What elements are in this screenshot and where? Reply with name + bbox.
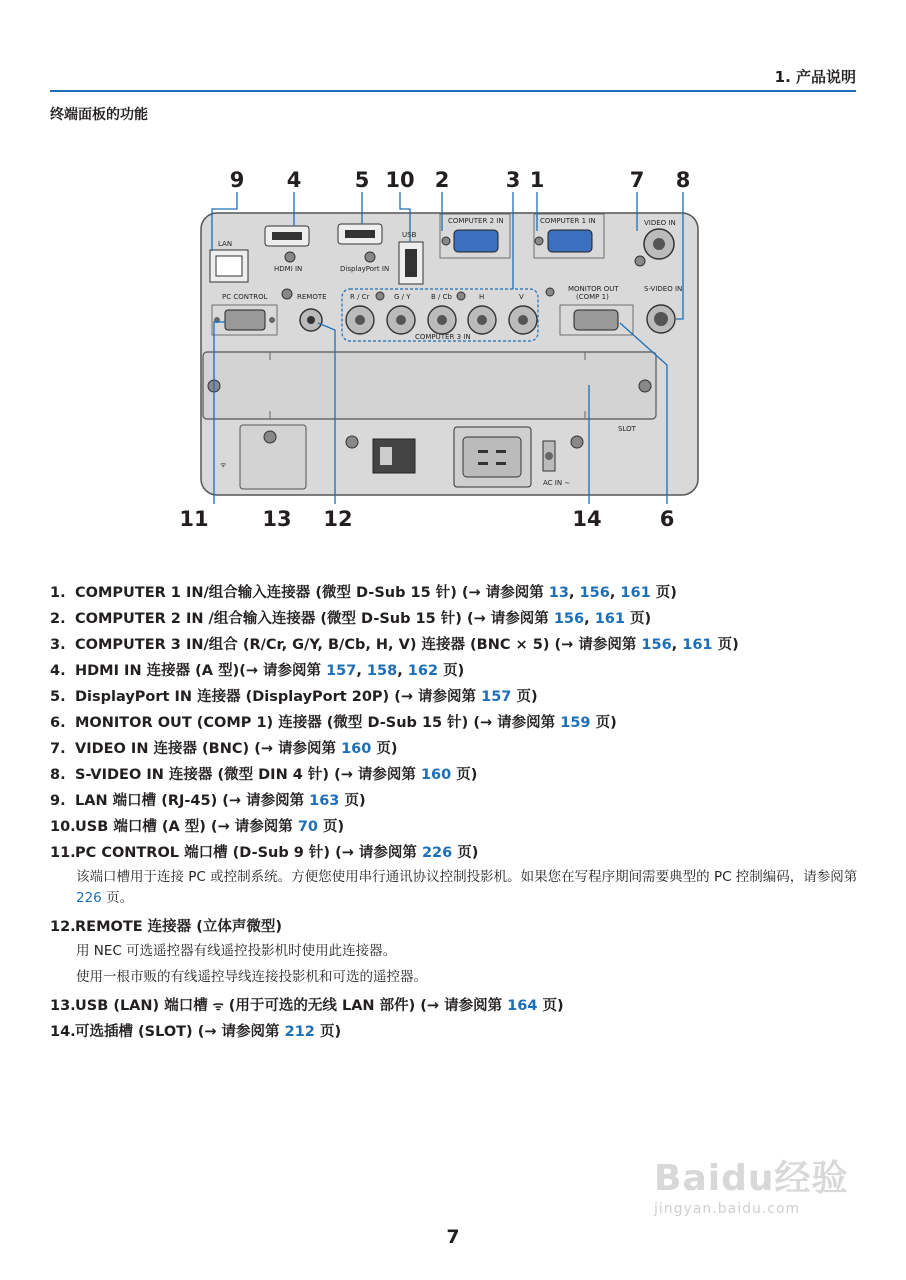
hdmi-label: HDMI IN <box>274 265 303 273</box>
v-label: V <box>519 293 524 301</box>
acin-label: AC IN ∼ <box>543 479 571 487</box>
list-item-1: 1. COMPUTER 1 IN/组合输入连接器 (微型 D-Sub 15 针) (→ 请参阅第 13, 156, 161 页) <box>50 585 677 601</box>
callout-13: 13 <box>262 507 292 531</box>
lan-label: LAN <box>218 240 233 248</box>
usb-label: USB <box>402 231 417 239</box>
wireless-icon: ᯤ <box>212 999 224 1013</box>
chapter-title: 1. 产品说明 <box>774 68 856 86</box>
callout-3: 3 <box>505 168 521 192</box>
callout-2: 2 <box>434 168 450 192</box>
wireless-icon: ᯤ <box>220 461 227 469</box>
item-11-description: 该端口槽用于连接 PC 或控制系统。方便您使用串行通讯协议控制投影机。如果您在写程序期间需要典型的 PC 控制编码，请参阅第 226 页。 <box>76 869 858 906</box>
page-link[interactable]: 156 <box>579 585 610 601</box>
header-rule <box>50 90 856 92</box>
list-item-2: 2. COMPUTER 2 IN /组合输入连接器 (微型 D-Sub 15 针) (→ 请参阅第 156, 161 页) <box>50 611 652 627</box>
page-link[interactable]: 164 <box>507 998 538 1014</box>
page-link[interactable]: 161 <box>682 637 713 653</box>
terminal-panel-figure <box>50 165 856 545</box>
list-item-5: 5. DisplayPort IN 连接器 (DisplayPort 20P) (→ 请参阅第 157 页) <box>50 689 538 705</box>
page-number: 7 <box>446 1226 460 1248</box>
video-label: VIDEO IN <box>644 219 676 227</box>
page-link[interactable]: 160 <box>420 767 452 783</box>
callout-9: 9 <box>229 168 245 192</box>
comp2-label: COMPUTER 2 IN <box>448 217 504 225</box>
comp3-label: COMPUTER 3 IN <box>415 333 471 341</box>
callout-14: 14 <box>572 507 602 531</box>
comp1-label: COMPUTER 1 IN <box>540 217 596 225</box>
callout-7: 7 <box>629 168 645 192</box>
list-item-10: 10.USB 端口槽 (A 型) (→ 请参阅第 70 页) <box>50 819 345 835</box>
monitor-label-1: MONITOR OUT <box>568 285 619 293</box>
page-link[interactable]: 162 <box>407 663 439 679</box>
list-item-6: 6. MONITOR OUT (COMP 1) 连接器 (微型 D-Sub 15 针) (→ 请参阅第 159 页) <box>50 715 617 731</box>
list-item-14: 14.可选插槽 (SLOT) (→ 请参阅第 212 页) <box>50 1024 342 1040</box>
watermark-url: jingyan.baidu.com <box>654 1201 801 1217</box>
item-12-description: 用 NEC 可选遥控器有线遥控投影机时使用此连接器。 使用一根市贩的有线遥控导线连接投影机和可选的遥控器。 <box>76 943 427 985</box>
callout-11: 11 <box>179 507 209 531</box>
displayport-label: DisplayPort IN <box>340 265 390 273</box>
connector-list <box>50 580 860 1045</box>
callout-4: 4 <box>286 168 302 192</box>
callout-10: 10 <box>385 168 415 192</box>
page-link[interactable]: 226 <box>76 890 102 906</box>
page-link[interactable]: 212 <box>284 1024 315 1040</box>
page-link[interactable]: 156 <box>641 637 672 653</box>
page-link[interactable]: 13 <box>548 585 569 601</box>
page-link[interactable]: 156 <box>553 611 585 627</box>
callout-5: 5 <box>354 168 370 192</box>
callout-12: 12 <box>323 507 353 531</box>
list-item-8: 8. S-VIDEO IN 连接器 (微型 DIN 4 针) (→ 请参阅第 160 页) <box>50 767 478 783</box>
callout-1: 1 <box>529 168 545 192</box>
bcb-label: B / Cb <box>431 293 452 301</box>
watermark-brand: Baidu经验 <box>654 1158 849 1199</box>
page-link[interactable]: 159 <box>560 715 591 731</box>
list-item-12: 12.REMOTE 连接器 (立体声微型) <box>50 919 282 935</box>
page-link[interactable]: 226 <box>421 845 453 861</box>
computer1-in-port <box>548 230 592 252</box>
page-link[interactable]: 70 <box>297 819 318 835</box>
list-item-4: 4. HDMI IN 连接器 (A 型)(→ 请参阅第 157, 158, 162 页) <box>50 663 465 679</box>
page-link[interactable]: 163 <box>309 793 340 809</box>
slot-label: SLOT <box>618 425 636 433</box>
svideo-label: S-VIDEO IN <box>644 285 683 293</box>
page-link[interactable]: 158 <box>366 663 398 679</box>
list-item-11: 11.PC CONTROL 端口槽 (D-Sub 9 针) (→ 请参阅第 226 页) <box>50 845 479 861</box>
page-link[interactable]: 161 <box>594 611 625 627</box>
list-item-7: 7. VIDEO IN 连接器 (BNC) (→ 请参阅第 160 页) <box>50 741 398 757</box>
rcr-label: R / Cr <box>350 293 370 301</box>
callout-6: 6 <box>659 507 675 531</box>
list-item-13: 13.USB (LAN) 端口槽 ᯤ (用于可选的无线 LAN 部件) (→ 请参阅第 164 页) <box>50 998 564 1014</box>
section-title: 终端面板的功能 <box>50 107 148 123</box>
list-item-9: 9. LAN 端口槽 (RJ-45) (→ 请参阅第 163 页) <box>50 793 366 809</box>
remote-label: REMOTE <box>297 293 327 301</box>
page-link[interactable]: 157 <box>481 689 512 705</box>
computer2-in-port <box>454 230 498 252</box>
monitor-out-port <box>574 310 618 330</box>
page-link[interactable]: 161 <box>620 585 651 601</box>
page-link[interactable]: 157 <box>326 663 357 679</box>
callout-8: 8 <box>675 168 691 192</box>
page-link[interactable]: 160 <box>341 741 372 757</box>
h-label: H <box>479 293 485 301</box>
gy-label: G / Y <box>394 293 411 301</box>
terminal-panel-diagram <box>50 165 856 545</box>
power-switch <box>373 439 415 473</box>
slot-cover <box>203 352 656 419</box>
pc-control-label: PC CONTROL <box>222 293 268 301</box>
list-item-3: 3. COMPUTER 3 IN/组合 (R/Cr, G/Y, B/Cb, H, V) 连接器 (BNC × 5) (→ 请参阅第 156, 161 页) <box>50 637 739 653</box>
pc-control-port <box>225 310 265 330</box>
monitor-label-2: (COMP 1) <box>576 293 609 301</box>
